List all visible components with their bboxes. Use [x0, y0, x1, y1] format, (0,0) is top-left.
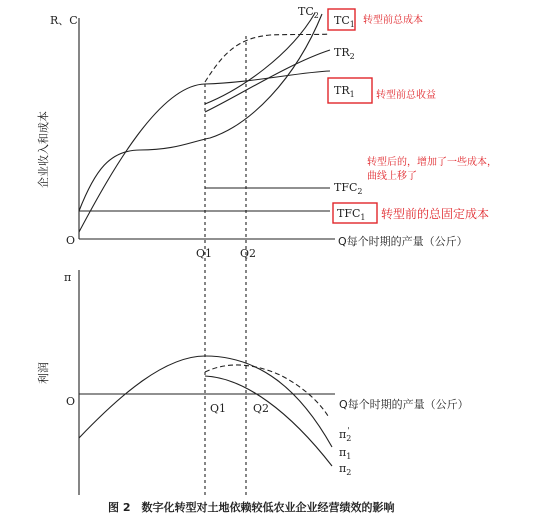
bottom-x-title: Q每个时期的产量（公斤）	[339, 398, 469, 411]
top-q1-tick: Q1	[196, 247, 213, 260]
bottom-panel	[79, 270, 335, 495]
top-y-title: 企业收入和成本	[37, 111, 50, 188]
bottom-q1-tick: Q1	[210, 402, 227, 415]
tfc1-label: $TFC_1$	[337, 207, 366, 222]
pi1-label: $\pi_1$	[339, 446, 352, 461]
tfc2-label: $TFC_2$	[334, 181, 363, 196]
bottom-y-title-wrap	[36, 362, 50, 384]
tfc1-note: 转型前的总固定成本	[381, 207, 490, 221]
tc2-label: $TC_2$	[298, 5, 319, 20]
bottom-q2-tick: Q2	[253, 402, 270, 415]
tc-dashed-curve	[205, 34, 330, 82]
pi2-prime-label: $\pi_2'$	[339, 426, 352, 443]
top-y-title-wrap	[36, 111, 50, 188]
figure-caption: 图 2 数字化转型对土地依赖较低农业企业经营绩效的影响	[108, 501, 395, 514]
shift-note-line1: 转型后的，增加了一些成本，	[367, 157, 497, 168]
top-y-label: R、C	[50, 14, 78, 27]
pi2-curve	[205, 376, 332, 466]
pi2-label: $\pi_2$	[339, 462, 352, 477]
tr2-curve	[205, 50, 330, 112]
tc1-curve	[79, 14, 322, 211]
tc1-note: 转型前总成本	[363, 15, 423, 26]
top-origin: O	[66, 234, 76, 247]
tr2-label: $TR_2$	[334, 46, 355, 61]
tr1-note: 转型前总收益	[376, 90, 436, 101]
bottom-y-title: 利润	[37, 362, 50, 384]
top-q2-tick: Q2	[240, 247, 257, 260]
shift-note-line2: 曲线上移了	[367, 171, 417, 182]
tc1-label: $TC_1$	[334, 14, 355, 29]
bottom-y-label: π	[64, 271, 72, 284]
bottom-origin: O	[66, 395, 76, 408]
tr1-label: $TR_1$	[334, 84, 355, 99]
top-x-title: Q每个时期的产量（公斤）	[338, 235, 468, 248]
